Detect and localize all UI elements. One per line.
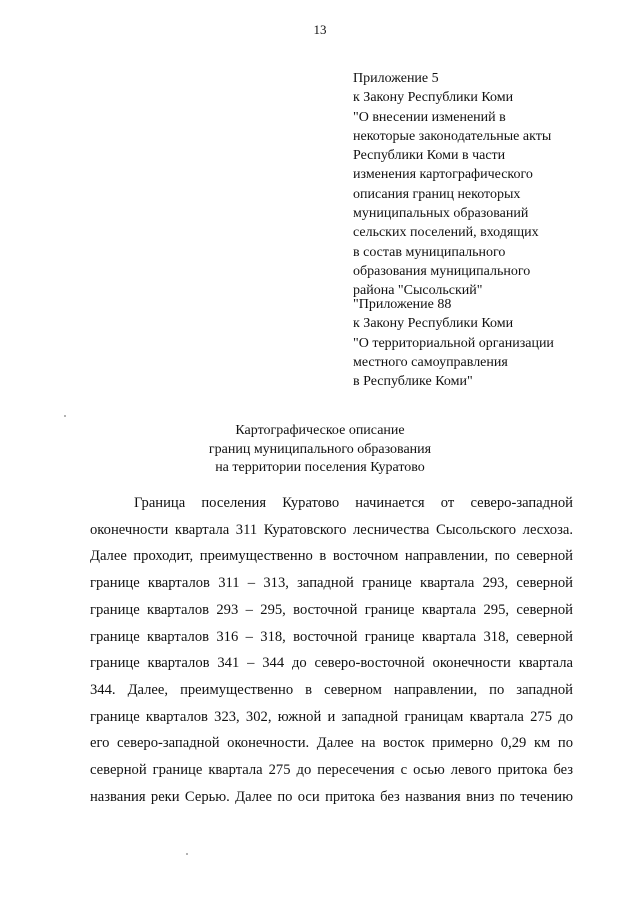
body-line: названия реки Серью. Далее по оси притока без названия вниз по течению (90, 788, 573, 805)
appendix-88-line: к Закону Республики Коми (353, 316, 514, 332)
body-line: границе кварталов 316 – 318, восточной границе квартала 318, северной (90, 628, 573, 645)
scan-speck (186, 853, 188, 855)
appendix-5-line: Приложение 5 (353, 71, 439, 86)
appendix-5-line: муниципальных образований (353, 206, 529, 222)
appendix-5-line: района "Сысольский" (353, 283, 483, 299)
appendix-5-line: "О внесении изменений в (353, 109, 506, 125)
body-line: его северо-западной оконечности. Далее на восток примерно 0,29 км по (90, 735, 573, 752)
appendix-88-header (353, 295, 613, 391)
body-line: границе кварталов 311 – 313, западной границе квартала 293, северной (90, 575, 573, 592)
appendix-5-line: изменения картографического (353, 167, 533, 183)
appendix-88-line: в Республике Коми" (353, 374, 473, 390)
appendix-5-line: к Закону Республики Коми (353, 90, 514, 106)
appendix-5-line: в состав муниципального (353, 244, 506, 260)
appendix-5-line: некоторые законодательные акты (353, 128, 552, 144)
body-line: границе кварталов 323, 302, южной и западной границам квартала 275 до (90, 708, 573, 725)
appendix-5-line: образования муниципального (353, 263, 531, 279)
body-line: 344. Далее, преимущественно в северном направлении, по западной (90, 681, 573, 698)
body-paragraph (90, 490, 573, 810)
appendix-88-line: "О территориальной организации (353, 335, 554, 351)
page-number: 13 (313, 22, 327, 37)
title-line: Картографическое описание (235, 423, 405, 438)
appendix-88-line: "Приложение 88 (353, 297, 452, 312)
body-line: Граница поселения Куратово начинается от северо-западной (134, 495, 573, 511)
title-line: границ муниципального образования (208, 441, 432, 457)
appendix-5-line: сельских поселений, входящих (353, 225, 539, 241)
title-line: на территории поселения Куратово (215, 460, 425, 475)
appendix-5-header (353, 69, 613, 301)
body-line: границе кварталов 293 – 295, восточной границе квартала 295, северной (90, 601, 573, 618)
body-line: границе кварталов 341 – 344 до северо-восточной оконечности квартала (90, 655, 573, 672)
appendix-5-line: описания границ некоторых (353, 186, 521, 202)
appendix-88-line: местного самоуправления (353, 354, 508, 370)
appendix-5-line: Республики Коми в части (353, 148, 506, 164)
body-line: северной границе квартала 275 до пересечения с осью левого притока без (90, 762, 573, 779)
body-line: оконечности квартала 311 Куратовского лесничества Сысольского лесхоза. (90, 521, 573, 538)
body-line: Далее проходит, преимущественно в восточном направлении, по северной (90, 548, 573, 565)
document-title (0, 422, 640, 478)
scan-speck (64, 415, 66, 417)
